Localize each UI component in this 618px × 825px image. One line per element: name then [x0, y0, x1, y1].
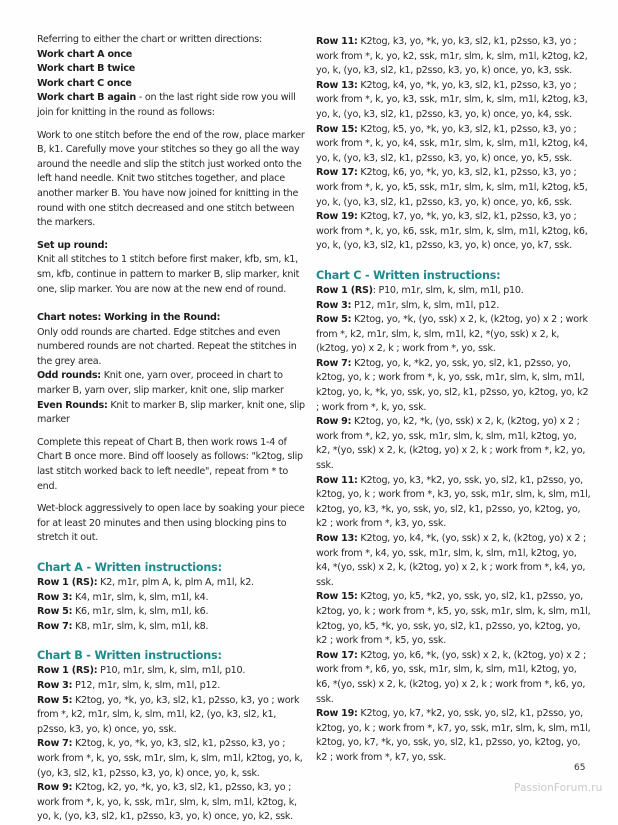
- even-rounds: [37, 399, 307, 428]
- chart-b-row: [37, 737, 307, 781]
- row-text: K2, m1r, plm A, k, plm A, m1l, k2.: [97, 577, 254, 588]
- row-label: Row 7:: [37, 738, 73, 750]
- row-label: Row 19:: [316, 211, 358, 223]
- chart-b-row: [37, 664, 307, 679]
- step-chart-b-again: [37, 91, 307, 120]
- left-column: [37, 33, 307, 825]
- odd-text: Knit one, yarn over, proceed in chart to marker B, yarn over, slip marker, knit one, slip marker: [37, 370, 284, 397]
- setup-text: Knit all stitches to 1 stitch before first maker, kfb, sm, k1, sm, kfb, continue in pattern to marker B, slip marker, knit one, slip marker. You are now at the new end of round.: [37, 254, 300, 295]
- row-label: Row 9:: [316, 416, 352, 428]
- chart-a-row: [37, 605, 307, 620]
- block-text: Wet-block aggressively to open lace by soaking your piece for at least 20 minutes and then using blocking pins to stretch it out.: [37, 503, 305, 544]
- chart-b-heading: Chart B - Written instructions:: [37, 649, 222, 663]
- row-label: Row 7:: [316, 357, 352, 369]
- chart-c-heading: Chart C - Written instructions:: [316, 268, 501, 282]
- chart-b-rows: [37, 664, 307, 825]
- chart-b-row: [37, 679, 307, 694]
- row-text: K2tog, yo, k3, *k2, yo, ssk, yo, sl2, k1, p2sso, yo, k2tog, yo, k ; work from *, k3, yo, ssk, m1r, slm, k, slm, m1l, k2tog, yo, k3, *k, yo, ssk, yo, sl2, k1, p2sso, yo, k2tog, yo, k2 ; work from *, k3, yo, ssk.: [316, 474, 591, 530]
- chart-b-row: [316, 123, 591, 167]
- row-text: K2tog, yo, k, *k2, yo, ssk, yo, sl2, k1, p2sso, yo, k2tog, yo, k ; work from *, k, yo, ssk, m1r, slm, k, slm, m1l, k2tog, yo, k, *k, yo, ssk, yo, sl2, k1, p2sso, yo, k2tog, yo, k2 ; work from *, k, yo, ssk.: [316, 357, 589, 413]
- row-label: Row 3:: [316, 299, 352, 311]
- chart-a-rows: [37, 576, 307, 634]
- watermark: PassionForum.ru: [514, 782, 603, 794]
- chart-a-heading: Chart A - Written instructions:: [37, 561, 222, 574]
- step-label: Work chart B again: [37, 92, 137, 104]
- row-text: P10, m1r, slm, k, slm, m1l, p10.: [97, 665, 246, 677]
- chart-c-row: [316, 532, 591, 590]
- chart-c-row: [316, 357, 591, 415]
- row-text: K6, m1r, slm, k, slm, m1l, k6.: [72, 606, 209, 618]
- row-text: : P10, m1r, slm, k, slm, m1l, p10.: [372, 284, 524, 296]
- chart-b-rows-continued: [316, 35, 591, 254]
- row-label: Row 7:: [37, 620, 73, 632]
- step-chart-a: Work chart A once: [37, 48, 133, 60]
- chart-c-row: [316, 299, 591, 314]
- row-text: K2tog, yo, k7, *k2, yo, ssk, yo, sl2, k1, p2sso, yo, k2tog, yo, k ; work from *, k7, yo, ssk, m1r, slm, k, slm, m1l, k2tog, yo, k7, *k, yo, ssk, yo, sl2, k1, p2sso, yo, k2tog, yo, k2 ; work from *, k7, yo, ssk.: [316, 708, 591, 763]
- step-chart-b: Work chart B twice: [37, 63, 136, 75]
- row-text: K2tog, k4, yo, *k, yo, k3, sl2, k1, p2sso, k3, yo ; work from *, k, yo, k3, ssk, m1r, slm, k, slm, m1l, k2tog, k3, yo, k, (yo, k3, sl2, k1, p2sso, k3, yo, k) once, yo, k4, ssk.: [316, 79, 588, 120]
- row-label: Row 3:: [37, 679, 73, 691]
- chart-a-row: [37, 591, 307, 606]
- setup-heading: Set up round:: [37, 239, 108, 251]
- row-text: P12, m1r, slm, k, slm, m1l, p12.: [351, 299, 500, 311]
- step-chart-c: Work chart C once: [37, 77, 132, 89]
- row-text: K4, m1r, slm, k, slm, m1l, k4.: [72, 591, 209, 603]
- page-number: 65: [574, 763, 586, 773]
- row-label: Row 13:: [316, 79, 358, 91]
- complete-text: Complete this repeat of Chart B, then work rows 1-4 of Chart B once more. Bind off loosely as follows: "k2tog, slip last stitch worked back to left needle", repeat from * to end.: [37, 436, 303, 492]
- row-text: K2tog, k7, yo, *k, yo, k3, sl2, k1, p2sso, k3, yo ; work from *, k, yo, k6, ssk, m1r, slm, k, slm, m1l, k2tog, k6, yo, k, (yo, k3, sl2, k1, p2sso, k3, yo, k) once, yo, k7, ssk.: [316, 211, 588, 252]
- row-label: Row 5:: [316, 314, 352, 326]
- row-text: K2tog, k5, yo, *k, yo, k3, sl2, k1, p2sso, k3, yo ; work from *, k, yo, k4, ssk, m1r, slm, k, slm, m1l, k2tog, k4, yo, k, (yo, k3, sl2, k1, p2sso, k3, yo, k) once, yo, k5, ssk.: [316, 123, 588, 164]
- row-label: Row 17:: [316, 649, 358, 661]
- row-label: Row 15:: [316, 591, 358, 603]
- chart-c-row: [316, 313, 591, 357]
- odd-rounds: [37, 369, 307, 398]
- notes-heading: Chart notes: Working in the Round:: [37, 312, 221, 324]
- notes-text: Only odd rounds are charted. Edge stitches and even numbered rounds are not charted. Repeat the stitches in the grey area.: [37, 326, 297, 367]
- chart-c-row: [316, 284, 591, 299]
- step-text: - on the last right side row you will join for knitting in the round as follows:: [37, 92, 296, 118]
- row-text: K2tog, yo, k6, *k, (yo, ssk) x 2, k, (k2tog, yo) x 2 ; work from *, k6, yo, ssk, m1r, slm, k, slm, m1l, k2tog, yo, k6, *(yo, ssk) x 2, k, (k2tog, yo) x 2, k ; work from *, k6, yo, ssk.: [316, 649, 586, 705]
- row-label: Row 15:: [316, 123, 358, 135]
- chart-a-row: [37, 620, 307, 635]
- chart-c-row: [316, 474, 591, 532]
- row-label: Row 17:: [316, 167, 358, 179]
- row-label: Row 9:: [37, 782, 73, 794]
- row-label: Row 5:: [37, 694, 73, 706]
- row-text: K2tog, k3, yo, *k, yo, k3, sl2, k1, p2sso, k3, yo ; work from *, k, yo, k2, ssk, m1r, slm, k, slm, m1l, k2tog, k2, yo, k, (yo, k3, sl2, k1, p2sso, k3, yo, k) once, yo, k3, ssk.: [316, 36, 588, 77]
- join-paragraph: Work to one stitch before the end of the row, place marker B, k1. Carefully move your stitches so they go all the way around the needle and slip the stitch just worked onto the left hand needle. Knit two stitches together, and place another marker B. You have now joined for knitting in the round with one stitch decreased and one stitch between the markers.: [37, 129, 305, 229]
- chart-b-row: [316, 35, 591, 79]
- intro-text: Referring to either the chart or written directions:: [37, 34, 262, 45]
- chart-c-rows: [316, 284, 591, 766]
- row-label: Row 1 (RS): [316, 284, 373, 296]
- odd-label: Odd rounds:: [37, 370, 101, 382]
- chart-c-row: [316, 590, 591, 648]
- row-text: K2tog, yo, *k, yo, k3, sl2, k1, p2sso, k3, yo ; work from *, k2, m1r, slm, k, slm, m1l, k2, (yo, k3, sl2, k1, p2sso, k3, yo, k) once, yo, ssk.: [37, 694, 300, 735]
- chart-b-row: [37, 694, 307, 738]
- right-column: [316, 35, 591, 766]
- chart-b-row: [316, 210, 591, 254]
- row-text: P12, m1r, slm, k, slm, m1l, p12.: [72, 679, 221, 691]
- row-label: Row 13:: [316, 533, 358, 544]
- chart-c-row: [316, 707, 591, 765]
- row-text: K2tog, k2, yo, *k, yo, k3, sl2, k1, p2sso, k3, yo ; work from *, k, yo, k, ssk, m1r, slm, k, slm, m1l, k2tog, k, yo, k, (yo, k3, sl2, k1, p2sso, k3, yo, k) once, yo, k2, ssk.: [37, 782, 297, 823]
- even-text: Knit to marker B, slip marker, knit one, slip marker: [37, 399, 305, 426]
- row-text: K2tog, yo, *k, (yo, ssk) x 2, k, (k2tog, yo) x 2 ; work from *, k2, m1r, slm, k, slm, m1l, k2, *(yo, ssk) x 2, k, (k2tog, yo) x 2, k ; work from *, yo, ssk.: [316, 314, 588, 355]
- row-text: K8, m1r, slm, k, slm, m1l, k8.: [72, 620, 209, 632]
- row-label: Row 1 (RS):: [37, 665, 98, 677]
- chart-b-row: [316, 79, 591, 123]
- row-label: Row 19:: [316, 708, 358, 720]
- row-label: Row 3:: [37, 591, 73, 603]
- row-text: K2tog, yo, k5, *k2, yo, ssk, yo, sl2, k1, p2sso, yo, k2tog, yo, k ; work from *, k5, yo, ssk, m1r, slm, k, slm, m1l, k2tog, yo, k5, *k, yo, ssk, yo, sl2, k1, p2sso, yo, k2tog, yo, k2 ; work from *, k5, yo, ssk.: [316, 591, 591, 647]
- row-text: K2tog, k6, yo, *k, yo, k3, sl2, k1, p2sso, k3, yo ; work from *, k, yo, k5, ssk, m1r, slm, k, slm, m1l, k2tog, k5, yo, k, (yo, k3, sl2, k1, p2sso, k3, yo, k) once, yo, k6, ssk.: [316, 167, 588, 208]
- chart-a-row: [37, 576, 307, 591]
- row-label: Row 11:: [316, 36, 358, 47]
- even-label: Even Rounds:: [37, 399, 108, 411]
- row-text: K2tog, k, yo, *k, yo, k3, sl2, k1, p2sso, k3, yo ; work from *, k, yo, ssk, m1r, slm, k, slm, m1l, k2tog, yo, k, (yo, k3, sl2, k1, p2sso, k3, yo, k) once, yo, k, ssk.: [37, 738, 303, 779]
- chart-b-row: [37, 781, 307, 825]
- row-label: Row 1 (RS):: [37, 577, 98, 588]
- row-text: K2tog, yo, k4, *k, (yo, ssk) x 2, k, (k2tog, yo) x 2 ; work from *, k4, yo, ssk, m1r, slm, k, slm, m1l, k2tog, yo, k4, *(yo, ssk) x 2, k, (k2tog, yo) x 2, k ; work from *, k4, yo, ssk.: [316, 533, 586, 588]
- chart-c-row: [316, 649, 591, 707]
- row-label: Row 11:: [316, 474, 358, 486]
- row-label: Row 5:: [37, 606, 73, 618]
- row-text: K2tog, yo, k2, *k, (yo, ssk) x 2, k, (k2tog, yo) x 2 ; work from *, k2, yo, ssk, m1r, slm, k, slm, m1l, k2tog, yo, k2, *(yo, ssk) x 2, k, (k2tog, yo) x 2, k ; work from *, k2, yo, ssk.: [316, 416, 586, 472]
- chart-c-row: [316, 415, 591, 473]
- chart-b-row: [316, 166, 591, 210]
